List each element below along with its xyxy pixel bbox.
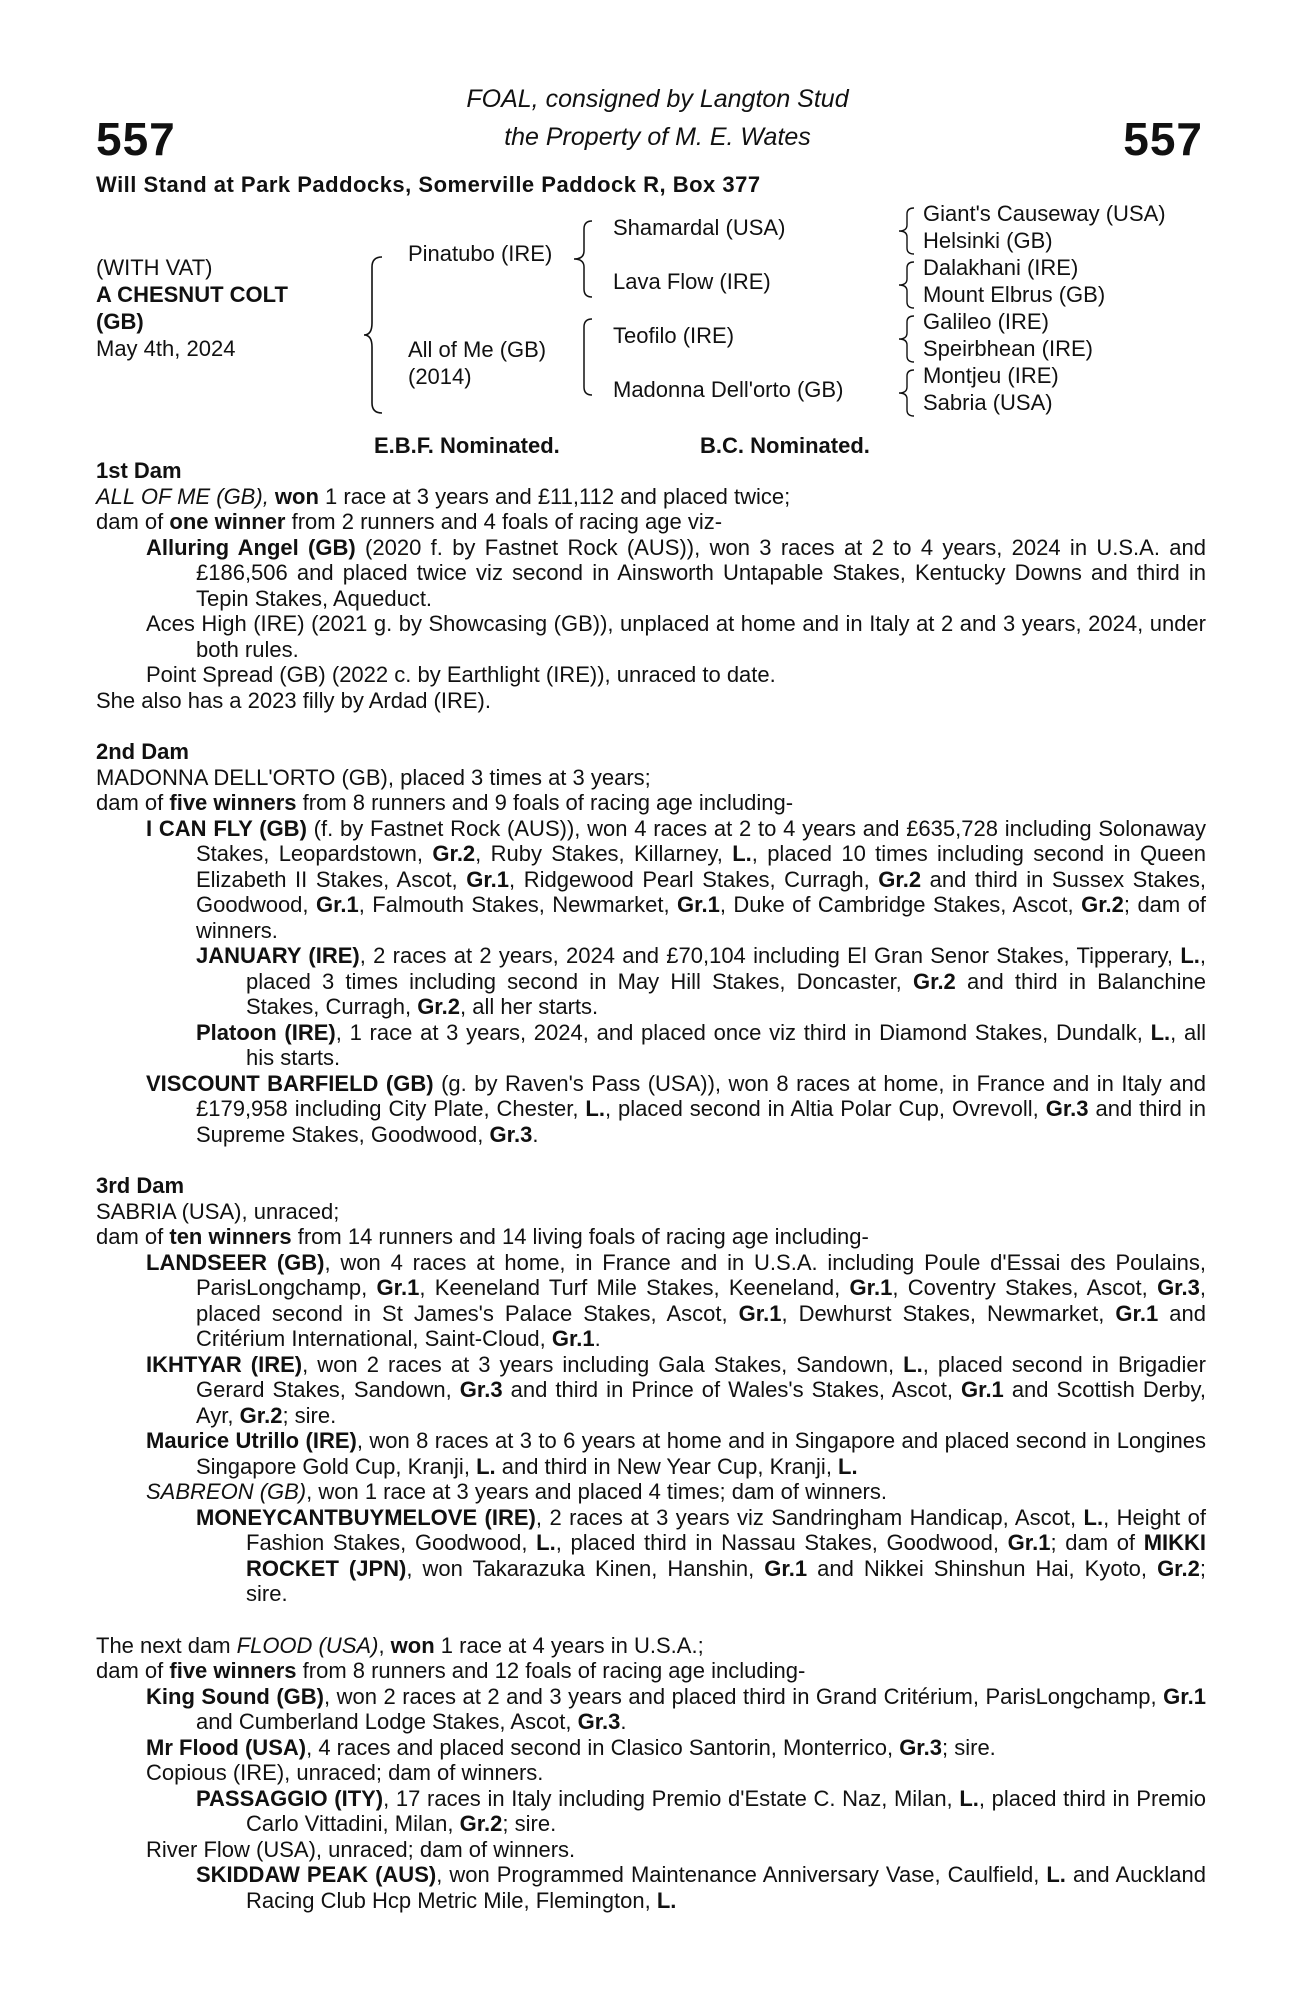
produce-entry: MONEYCANTBUYMELOVE (IRE), 2 races at 3 years viz Sandringham Handicap, Ascot, L., Height of Fashion Stakes, Goodwood, L., placed third in Nassau Stakes, Goodwood, Gr.1; dam of MIKKI ROCKET (JPN), won Takarazuka Kinen, Hanshin, Gr.1 and Nikkei Shinshun Hai, Kyoto, Gr.2; sire.: [196, 1504, 1207, 1606]
sire-name: Pinatubo (IRE): [408, 241, 553, 266]
brace-dam: [572, 317, 594, 397]
property-line: the Property of M. E. Wates: [504, 123, 811, 151]
third-dam-heading: 3rd Dam: [96, 1173, 185, 1198]
grandsire-1: Giant's Causeway (USA): [923, 201, 1166, 226]
produce-entry: Point Spread (GB) (2022 c. by Earthlight (IRE)), unraced to date.: [146, 662, 776, 687]
produce-entry: Alluring Angel (GB) (2020 f. by Fastnet Rock (AUS)), won 3 races at 2 to 4 years, 2024 in U.S.A. and £186,506 and placed twice viz second in Ainsworth Untapable Stakes, Kentucky Downs and third in Tepin Stakes, Aqueduct.: [146, 534, 1206, 611]
produce-entry: King Sound (GB), won 2 races at 2 and 3 years and placed third in Grand Critérium, ParisLongchamp, Gr.1 and Cumberland Lodge Stakes, Ascot, Gr.3.: [146, 1683, 1206, 1734]
produce-entry: Maurice Utrillo (IRE), won 8 races at 3 to 6 years at home and in Singapore and placed second in Longines Singapore Gold Cup, Kranji, L. and third in New Year Cup, Kranji, L.: [146, 1428, 1206, 1479]
produce-entry: SABREON (GB), won 1 race at 3 years and placed 4 times; dam of winners.: [146, 1479, 887, 1504]
produce-entry: SKIDDAW PEAK (AUS), won Programmed Maintenance Anniversary Vase, Caulfield, L. and Auckland Racing Club Hcp Metric Mile, Flemington, L.: [196, 1862, 1206, 1913]
produce-entry: IKHTYAR (IRE), won 2 races at 3 years including Gala Stakes, Sandown, L., placed second in Brigadier Gerard Stakes, Sandown, Gr.3 and third in Prince of Wales's Stakes, Ascot, Gr.1 and Scottish Derby, Ayr, Gr.2; sire.: [146, 1351, 1207, 1428]
foaling-date: May 4th, 2024: [96, 336, 236, 361]
catalogue-body: [96, 458, 1206, 1913]
produce-entry: River Flow (USA), unraced; dam of winners.: [146, 1836, 576, 1862]
produce-entry: Copious (IRE), unraced; dam of winners.: [146, 1760, 544, 1785]
dam-sire: Teofilo (IRE): [613, 323, 735, 348]
first-dam-section: [96, 458, 1206, 713]
produce-entry: VISCOUNT BARFIELD (GB) (g. by Raven's Pass (USA)), won 8 races at home, in France and in Italy and £179,958 including City Plate, Chester, L., placed second in Altia Polar Cup, Ovrevoll, Gr.3 and third in Supreme Stakes, Goodwood, Gr.3.: [146, 1070, 1206, 1147]
ebf-nomination: E.B.F. Nominated.: [374, 433, 560, 458]
consigned-line: FOAL, consigned by Langton Stud: [466, 85, 849, 113]
brace-g2: [896, 259, 916, 311]
vat-note: (WITH VAT): [96, 255, 213, 280]
granddam-4: Sabria (USA): [923, 390, 1053, 415]
next-dam-produce-line: dam of five winners from 8 runners and 12 foals of racing age including-: [96, 1658, 806, 1683]
produce-entry: Aces High (IRE) (2021 g. by Showcasing (GB)), unplaced at home and in Italy at 2 and 3 years, 2024, under both rules.: [146, 611, 1206, 662]
granddam-1: Helsinki (GB): [923, 228, 1053, 253]
brace-g3: [896, 313, 916, 365]
sire-dam: Lava Flow (IRE): [613, 269, 771, 294]
next-dam-section: [96, 1633, 1206, 1914]
second-dam-line: MADONNA DELL'ORTO (GB), placed 3 times at 3 years;: [96, 764, 651, 790]
third-dam-line: SABRIA (USA), unraced;: [96, 1198, 340, 1224]
third-dam-section: [96, 1173, 1206, 1607]
granddam-2: Mount Elbrus (GB): [923, 282, 1106, 307]
brace-g1: [896, 205, 916, 257]
produce-entry: PASSAGGIO (ITY), 17 races in Italy including Premio d'Estate C. Naz, Milan, L., placed third in Premio Carlo Vittadini, Milan, Gr.2; sire.: [196, 1785, 1206, 1836]
grandsire-3: Galileo (IRE): [923, 309, 1049, 334]
grandsire-4: Montjeu (IRE): [923, 363, 1059, 388]
lot-number-left: 557: [96, 113, 176, 165]
lot-description-line2: (GB): [96, 309, 144, 334]
brace-main: [362, 255, 384, 415]
lot-description-line1: A CHESNUT COLT: [96, 282, 288, 307]
dam-year: (2014): [408, 364, 472, 389]
first-dam-name: ALL OF ME (GB): [96, 483, 263, 509]
first-dam-heading: 1st Dam: [96, 458, 182, 483]
next-dam-line: The next dam FLOOD (USA), won 1 race at 4 years in U.S.A.;: [96, 1632, 704, 1658]
produce-entry: Platoon (IRE), 1 race at 3 years, 2024, and placed once viz third in Diamond Stakes, Dundalk, L., all his starts.: [196, 1019, 1206, 1070]
consignor-block: [0, 80, 1315, 156]
first-dam-produce-line: dam of one winner from 2 runners and 4 foals of racing age viz-: [96, 509, 723, 534]
produce-entry: I CAN FLY (GB) (f. by Fastnet Rock (AUS)), won 4 races at 2 to 4 years and £635,728 including Solonaway Stakes, Leopardstown, Gr.2, Ruby Stakes, Killarney, L., placed 10 times including second in Queen Elizabeth II Stakes, Ascot, Gr.1, Ridgewood Pearl Stakes, Curragh, Gr.2 and third in Sussex Stakes, Goodwood, Gr.1, Falmouth Stakes, Newmarket, Gr.1, Duke of Cambridge Stakes, Ascot, Gr.2; dam of winners.: [146, 815, 1207, 943]
second-dam-produce-line: dam of five winners from 8 runners and 9 foals of racing age including-: [96, 790, 794, 815]
produce-note: She also has a 2023 filly by Ardad (IRE).: [96, 687, 491, 713]
produce-entry: Mr Flood (USA), 4 races and placed second in Clasico Santorin, Monterrico, Gr.3; sire.: [146, 1734, 996, 1760]
granddam-3: Speirbhean (IRE): [923, 336, 1093, 361]
lot-number-right: 557: [1123, 113, 1203, 165]
third-dam-produce-line: dam of ten winners from 14 runners and 14 living foals of racing age including-: [96, 1224, 869, 1249]
bc-nomination: B.C. Nominated.: [700, 433, 870, 458]
second-dam-heading: 2nd Dam: [96, 739, 189, 764]
grandsire-2: Dalakhani (IRE): [923, 255, 1079, 280]
sire-sire: Shamardal (USA): [613, 215, 786, 240]
dam-dam: Madonna Dell'orto (GB): [613, 377, 844, 402]
second-dam-section: [96, 739, 1206, 1147]
produce-entry: JANUARY (IRE), 2 races at 2 years, 2024 and £70,104 including El Gran Senor Stakes, Tipperary, L., placed 3 times including second in May Hill Stakes, Doncaster, Gr.2 and third in Balanchine Stakes, Curragh, Gr.2, all her starts.: [196, 943, 1207, 1019]
produce-entry: LANDSEER (GB), won 4 races at home, in France and in U.S.A. including Poule d'Essai des Poulains, ParisLongchamp, Gr.1, Keeneland Turf Mile Stakes, Keeneland, Gr.1, Coventry Stakes, Ascot, Gr.3, placed second in St James's Palace Stakes, Ascot, Gr.1, Dewhurst Stakes, Newmarket, Gr.1 and Critérium International, Saint-Cloud, Gr.1.: [146, 1249, 1206, 1351]
brace-g4: [896, 367, 916, 419]
brace-sire: [572, 219, 594, 299]
first-dam-line: ALL OF ME (GB), won 1 race at 3 years and £11,112 and placed twice;: [96, 483, 791, 509]
stand-line: Will Stand at Park Paddocks, Somerville Paddock R, Box 377: [96, 172, 761, 197]
pedigree-table: [0, 201, 1315, 430]
dam-name: All of Me (GB): [408, 337, 547, 362]
